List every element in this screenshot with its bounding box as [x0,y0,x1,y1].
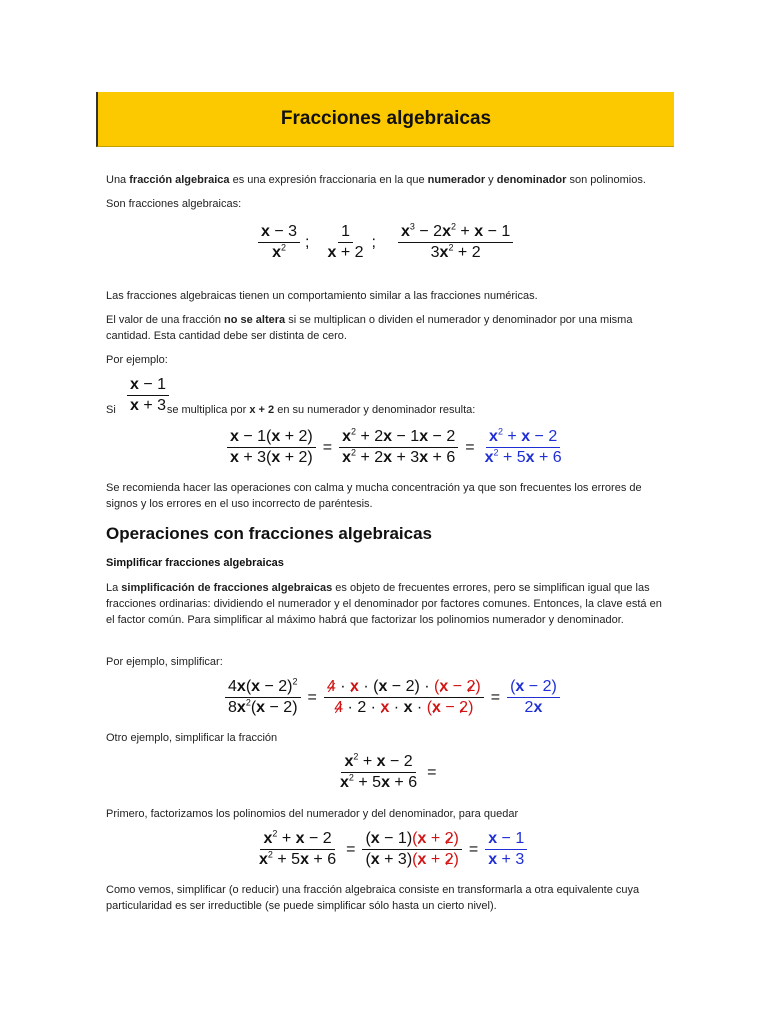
simplify-example-label: Por ejemplo, simplificar: [106,656,223,668]
conclusion-paragraph: Como vemos, simplificar (o reducir) una fracción algebraica consiste en transformarla a otra equivalente cuya particularidad es ser irreductible (se puede simplificar sólo hasta un cierto nivel). [106,884,640,912]
page-title: Fracciones algebraicas [280,108,492,129]
section-title: Operaciones con fracciones algebraicas [106,524,432,543]
factor-paragraph: Primero, factorizamos los polinomios del numerador y del denominador, para quedar [106,808,519,820]
recommendation-paragraph: Se recomienda hacer las operaciones con calma y mucha concentración ya que son frecuentes los errores de signos y los errores en el uso incorrecto de paréntesis. [106,482,642,510]
equation-inline-fraction: $\frac{x - 1}{x + 3}$ [124,375,172,416]
text: es objeto de frecuentes errores, pero se simplifican igual que las fracciones ordinarias: dividiendo el numerador y el denominador por factores comunes. Entonces, la clave está en el factor común. Para simplificar al máximo habrá que factorizar los polinomios numerador y denominador. [106,582,662,626]
text: El valor de una fracción [106,314,225,326]
text: La [106,582,122,594]
equation-fraction-to-simplify: $\frac{x^2 + x - 2}{x^2 + 5x + 6}$ = [340,751,437,791]
simplify-paragraph [106,580,666,628]
bold-text: denominador [496,174,567,186]
equation-simplify-1: $\frac{4x(x - 2)^2}{8x^2(x - 2)}$ = $\frac{4 \cdot x \cdot (x - 2) \cdot (x - 2)}{4 \cdot 2 \cdot x \cdot x \cdot (x - 2)}$ = $\frac{(x - 2)}{2x}$ [222,677,563,718]
equation-examples: $\frac{x - 3}{x^2}$ ; $\frac{1}{x + 2}$ ; $\frac{x^3 - 2x^2 + x - 1}{3x^2 + 2}$ [255,222,516,263]
text: y [485,174,497,186]
title-banner [96,92,674,147]
bold-text: no se altera [224,314,286,326]
example-label: Por ejemplo: [106,354,168,366]
text: Una [106,174,130,186]
multiply-paragraph [106,402,666,418]
bold-text: fracción algebraica [129,174,230,186]
text: es una expresión fraccionaria en la que [229,174,428,186]
text: Si [106,404,116,416]
text: si se multiplican o dividen el numerador y denominador por una misma cantidad. Esta cantidad debe ser distinta de cero. [106,314,633,342]
text: en su numerador y denominador resulta: [274,404,476,416]
property-paragraph [106,312,666,344]
examples-label: Son fracciones algebraicas: [106,198,242,210]
another-example-label: Otro ejemplo, simplificar la fracción [106,732,278,744]
bold-text: simplificación de fracciones algebraicas [121,582,333,594]
section-subtitle: Simplificar fracciones algebraicas [106,557,284,569]
bold-text: numerador [427,174,486,186]
text: son polinomios. [566,174,646,186]
bold-text: x + 2 [249,404,275,416]
equation-factored: $\frac{x^2 + x - 2}{x^2 + 5x + 6}$ = $\frac{(x - 1)(x + 2)}{(x + 3)(x + 2)}$ = $\frac{x - 1}{x + 3}$ [253,829,530,870]
text: se multiplica por [163,404,250,416]
equation-multiplication: $\frac{x - 1(x + 2)}{x + 3(x + 2)}$ = $\frac{x^2 + 2x - 1x - 2}{x^2 + 2x + 3x + 6}$ = $\frac{x^2 + x - 2}{x^2 + 5x + 6}$ [224,427,568,468]
behavior-paragraph: Las fracciones algebraicas tienen un comportamiento similar a las fracciones numéricas. [106,290,538,302]
intro-paragraph [106,172,666,188]
